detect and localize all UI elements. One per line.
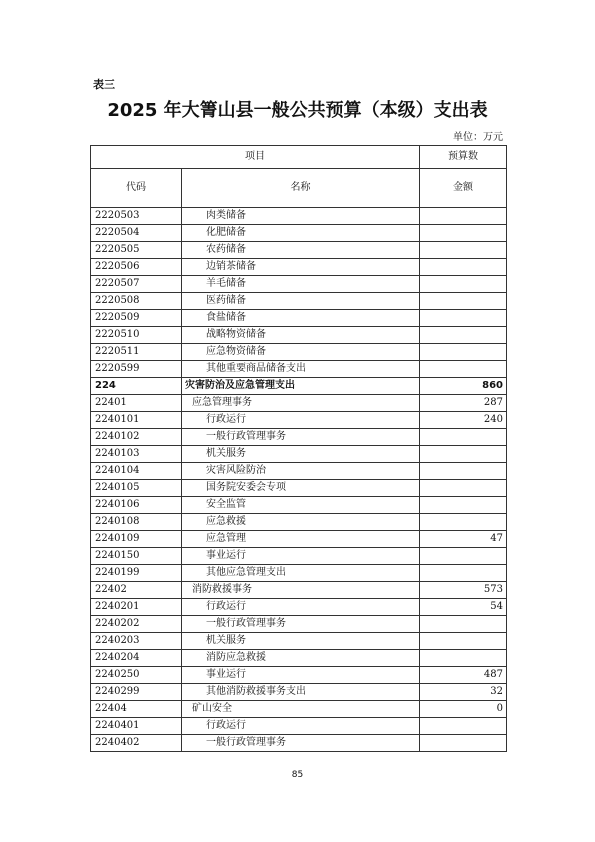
table-row [91, 565, 507, 582]
row-amount: 32 [420, 684, 507, 701]
row-amount [420, 616, 507, 633]
row-amount [420, 327, 507, 344]
table-row [91, 293, 507, 310]
row-amount [420, 310, 507, 327]
row-code: 2220511 [91, 344, 182, 361]
row-code: 2240401 [91, 718, 182, 735]
row-name: 消防应急救援 [182, 650, 420, 667]
table-row [91, 701, 507, 718]
row-amount [420, 565, 507, 582]
row-amount [420, 293, 507, 310]
table-row [91, 514, 507, 531]
row-code: 2220503 [91, 208, 182, 225]
row-amount [420, 480, 507, 497]
row-name: 食盐储备 [182, 310, 420, 327]
row-amount [420, 361, 507, 378]
row-code: 2240106 [91, 497, 182, 514]
row-name: 其他重要商品储备支出 [182, 361, 420, 378]
row-amount: 487 [420, 667, 507, 684]
row-name: 国务院安委会专项 [182, 480, 420, 497]
table-row [91, 361, 507, 378]
row-name: 其他消防救援事务支出 [182, 684, 420, 701]
row-code: 2220510 [91, 327, 182, 344]
table-row [91, 344, 507, 361]
row-amount: 287 [420, 395, 507, 412]
row-code: 2240204 [91, 650, 182, 667]
table-row [91, 446, 507, 463]
header-item: 项目 [91, 146, 420, 169]
row-code: 22404 [91, 701, 182, 718]
table-row [91, 633, 507, 650]
row-amount: 47 [420, 531, 507, 548]
row-name: 灾害风险防治 [182, 463, 420, 480]
row-amount [420, 718, 507, 735]
row-amount [420, 633, 507, 650]
row-amount [420, 276, 507, 293]
row-code: 2240101 [91, 412, 182, 429]
row-amount: 240 [420, 412, 507, 429]
row-name: 一般行政管理事务 [182, 735, 420, 752]
row-amount: 573 [420, 582, 507, 599]
row-amount [420, 735, 507, 752]
row-code: 2240102 [91, 429, 182, 446]
unit-label: 单位：万元 [453, 132, 503, 143]
table-row [91, 395, 507, 412]
row-name: 医药储备 [182, 293, 420, 310]
row-name: 应急管理 [182, 531, 420, 548]
header-row-2 [91, 169, 507, 208]
row-name: 行政运行 [182, 599, 420, 616]
row-code: 2240109 [91, 531, 182, 548]
table-row [91, 548, 507, 565]
row-amount [420, 446, 507, 463]
row-amount [420, 225, 507, 242]
table-row [91, 276, 507, 293]
row-code: 2240250 [91, 667, 182, 684]
row-name: 应急管理事务 [182, 395, 420, 412]
row-name: 事业运行 [182, 548, 420, 565]
row-amount: 54 [420, 599, 507, 616]
row-code: 2240299 [91, 684, 182, 701]
table-row [91, 684, 507, 701]
row-code: 2220506 [91, 259, 182, 276]
table-row [91, 718, 507, 735]
table-row [91, 378, 507, 395]
row-amount [420, 208, 507, 225]
row-amount: 0 [420, 701, 507, 718]
page-title: 2025 年大箐山县一般公共预算（本级）支出表 [107, 100, 488, 121]
table-body [91, 208, 507, 752]
table-row [91, 412, 507, 429]
row-name: 一般行政管理事务 [182, 616, 420, 633]
row-name: 其他应急管理支出 [182, 565, 420, 582]
table-row [91, 616, 507, 633]
row-code: 22401 [91, 395, 182, 412]
row-name: 应急物资储备 [182, 344, 420, 361]
row-code: 2240199 [91, 565, 182, 582]
row-code: 2240203 [91, 633, 182, 650]
row-name: 农药储备 [182, 242, 420, 259]
row-code: 2240150 [91, 548, 182, 565]
table-row [91, 667, 507, 684]
row-amount [420, 259, 507, 276]
header-row-1 [91, 146, 507, 169]
row-name: 行政运行 [182, 718, 420, 735]
row-amount [420, 548, 507, 565]
row-name: 肉类储备 [182, 208, 420, 225]
row-amount [420, 344, 507, 361]
row-amount [420, 497, 507, 514]
row-code: 2240104 [91, 463, 182, 480]
row-name: 边销茶储备 [182, 259, 420, 276]
row-code: 2240201 [91, 599, 182, 616]
row-code: 2240103 [91, 446, 182, 463]
header-code: 代码 [91, 169, 182, 208]
budget-table [90, 145, 507, 752]
row-name: 行政运行 [182, 412, 420, 429]
table-row [91, 242, 507, 259]
row-amount: 860 [420, 378, 507, 395]
row-name: 化肥储备 [182, 225, 420, 242]
table-row [91, 429, 507, 446]
row-code: 2240202 [91, 616, 182, 633]
row-name: 消防救援事务 [182, 582, 420, 599]
row-code: 2220508 [91, 293, 182, 310]
table-row [91, 735, 507, 752]
row-name: 矿山安全 [182, 701, 420, 718]
row-code: 22402 [91, 582, 182, 599]
table-row [91, 310, 507, 327]
header-amount: 金额 [420, 169, 507, 208]
row-amount [420, 650, 507, 667]
row-code: 2240105 [91, 480, 182, 497]
row-amount [420, 242, 507, 259]
row-name: 事业运行 [182, 667, 420, 684]
row-code: 2220505 [91, 242, 182, 259]
row-code: 2220599 [91, 361, 182, 378]
row-code: 2240108 [91, 514, 182, 531]
table-row [91, 327, 507, 344]
row-name: 应急救援 [182, 514, 420, 531]
page-number: 85 [291, 770, 304, 780]
row-name: 机关服务 [182, 446, 420, 463]
table-label: 表三 [93, 78, 115, 91]
table-row [91, 531, 507, 548]
header-budget: 预算数 [420, 146, 507, 169]
row-name: 灾害防治及应急管理支出 [182, 378, 420, 395]
row-amount [420, 514, 507, 531]
table-row [91, 259, 507, 276]
table-row [91, 208, 507, 225]
row-name: 战略物资储备 [182, 327, 420, 344]
row-code: 2240402 [91, 735, 182, 752]
header-name: 名称 [182, 169, 420, 208]
row-name: 羊毛储备 [182, 276, 420, 293]
table-row [91, 497, 507, 514]
row-amount [420, 463, 507, 480]
row-code: 2220509 [91, 310, 182, 327]
table-row [91, 582, 507, 599]
row-code: 2220507 [91, 276, 182, 293]
table-row [91, 650, 507, 667]
table-row [91, 463, 507, 480]
table-row [91, 225, 507, 242]
row-name: 一般行政管理事务 [182, 429, 420, 446]
table-row [91, 480, 507, 497]
row-amount [420, 429, 507, 446]
table-row [91, 599, 507, 616]
row-name: 机关服务 [182, 633, 420, 650]
row-code: 2220504 [91, 225, 182, 242]
row-name: 安全监管 [182, 497, 420, 514]
row-code: 224 [91, 378, 182, 395]
